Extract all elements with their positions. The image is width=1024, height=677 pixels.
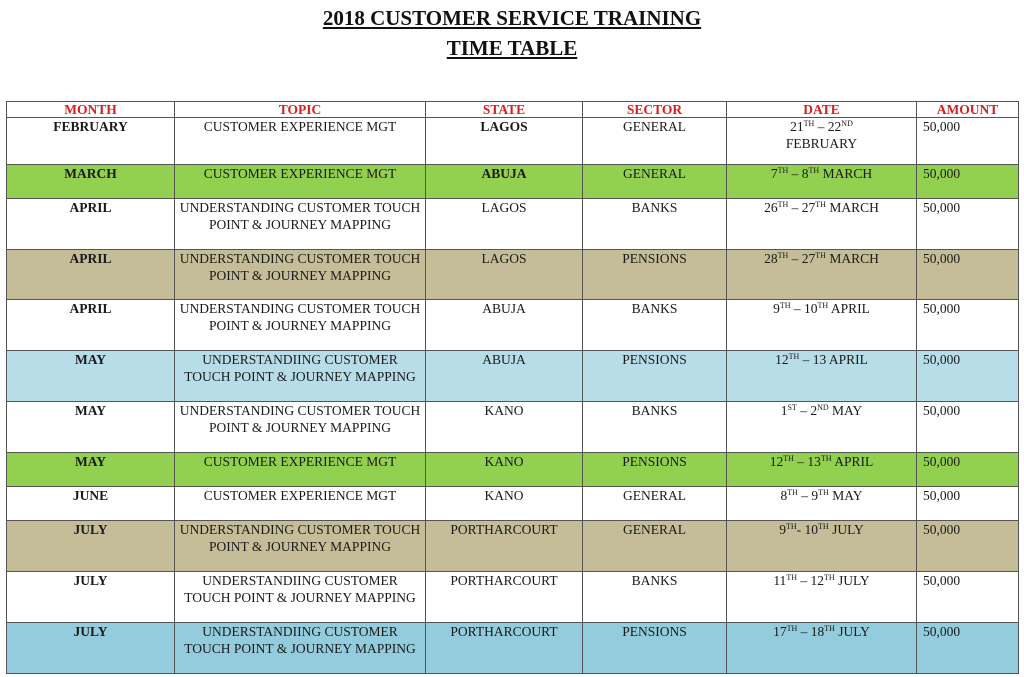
timetable [6, 101, 1019, 674]
date-suffix: TH [808, 166, 820, 175]
cell-amount: 50,000 [917, 300, 1019, 351]
cell-month: FEBRUARY [7, 118, 175, 165]
cell-month: MAY [7, 453, 175, 487]
cell-date [727, 402, 917, 453]
date-suffix: TH [817, 301, 829, 310]
date-text: – 13 [793, 454, 821, 469]
date-text: – 8 [788, 166, 809, 181]
table-header-row [7, 102, 1019, 118]
date-text: MARCH [825, 200, 879, 215]
table-row [7, 250, 1019, 300]
date-suffix: TH [783, 454, 794, 463]
date-text: – 27 [788, 251, 816, 266]
cell-topic: CUSTOMER EXPERIENCE MGT [175, 118, 426, 165]
cell-topic: UNDERSTANDIING CUSTOMER TOUCH POINT & JOURNEY MAPPING [175, 572, 426, 623]
cell-topic: UNDERSTANDING CUSTOMER TOUCH POINT & JOURNEY MAPPING [175, 199, 426, 250]
cell-month: APRIL [7, 300, 175, 351]
date-suffix: TH [786, 522, 797, 531]
cell-date [727, 351, 917, 402]
header-sector: SECTOR [583, 102, 727, 118]
date-suffix: TH [787, 488, 798, 497]
date-text: 9 [773, 301, 780, 316]
cell-date [727, 250, 917, 300]
date-text: MARCH [819, 166, 873, 181]
header-month: MONTH [7, 102, 175, 118]
cell-sector: PENSIONS [583, 250, 727, 300]
cell-amount: 50,000 [917, 118, 1019, 165]
date-suffix: ND [817, 403, 829, 412]
header-topic: TOPIC [175, 102, 426, 118]
cell-state: LAGOS [426, 199, 583, 250]
table-row [7, 118, 1019, 165]
date-text: 12 [775, 352, 789, 367]
cell-state: ABUJA [426, 351, 583, 402]
date-suffix: TH [823, 573, 835, 582]
date-suffix: TH [779, 301, 791, 310]
table-body [7, 118, 1019, 674]
cell-sector: BANKS [583, 572, 727, 623]
date-text: – 10 [790, 301, 818, 316]
date-text: 9 [779, 522, 786, 537]
header-date: DATE [727, 102, 917, 118]
date-suffix: TH [818, 522, 829, 531]
cell-date [727, 165, 917, 199]
date-suffix: TH [786, 573, 797, 582]
date-suffix: TH [777, 251, 789, 260]
date-suffix: TH [803, 119, 815, 128]
cell-date [727, 623, 917, 674]
cell-state: KANO [426, 487, 583, 521]
date-text: 11 [773, 573, 787, 588]
date-text: – 22 [814, 119, 842, 134]
cell-topic: UNDERSTANDIING CUSTOMER TOUCH POINT & JOURNEY MAPPING [175, 623, 426, 674]
date-suffix: TH [777, 200, 789, 209]
date-text: APRIL [831, 454, 874, 469]
cell-topic: UNDERSTANDING CUSTOMER TOUCH POINT & JOURNEY MAPPING [175, 521, 426, 572]
cell-date [727, 300, 917, 351]
cell-amount: 50,000 [917, 521, 1019, 572]
table-row [7, 521, 1019, 572]
cell-amount: 50,000 [917, 165, 1019, 199]
date-text: 28 [764, 251, 778, 266]
table-row [7, 572, 1019, 623]
cell-amount: 50,000 [917, 402, 1019, 453]
date-text: 17 [773, 624, 787, 639]
date-suffix: TH [815, 251, 826, 260]
date-text: – 18 [797, 624, 825, 639]
cell-state: ABUJA [426, 300, 583, 351]
date-text: JULY [834, 624, 870, 639]
cell-month: APRIL [7, 250, 175, 300]
date-text: MAY [828, 403, 863, 418]
cell-sector: BANKS [583, 199, 727, 250]
date-text: MAY [828, 488, 863, 503]
date-suffix: TH [786, 624, 798, 633]
cell-month: JULY [7, 623, 175, 674]
table-row [7, 623, 1019, 674]
table-row [7, 199, 1019, 250]
date-text: – 2 [796, 403, 818, 418]
date-suffix: TH [818, 488, 829, 497]
table-row [7, 165, 1019, 199]
cell-topic: UNDERSTANDING CUSTOMER TOUCH POINT & JOURNEY MAPPING [175, 402, 426, 453]
date-text: – 9 [797, 488, 819, 503]
cell-date [727, 521, 917, 572]
table-row [7, 300, 1019, 351]
cell-amount: 50,000 [917, 623, 1019, 674]
header-amount: AMOUNT [917, 102, 1019, 118]
cell-sector: PENSIONS [583, 453, 727, 487]
cell-state: LAGOS [426, 250, 583, 300]
cell-topic: UNDERSTANDIING CUSTOMER TOUCH POINT & JOURNEY MAPPING [175, 351, 426, 402]
cell-month: JULY [7, 572, 175, 623]
cell-state: LAGOS [426, 118, 583, 165]
date-text: 21 [790, 119, 804, 134]
date-text: 1 [780, 403, 788, 418]
cell-month: MAY [7, 351, 175, 402]
cell-month: MARCH [7, 165, 175, 199]
date-text: JULY [834, 573, 870, 588]
table-row [7, 487, 1019, 521]
cell-state: KANO [426, 402, 583, 453]
cell-topic: CUSTOMER EXPERIENCE MGT [175, 453, 426, 487]
cell-month: JULY [7, 521, 175, 572]
cell-date [727, 199, 917, 250]
cell-topic: UNDERSTANDING CUSTOMER TOUCH POINT & JOURNEY MAPPING [175, 250, 426, 300]
cell-sector: GENERAL [583, 487, 727, 521]
table-row [7, 351, 1019, 402]
date-suffix: TH [788, 352, 800, 361]
cell-month: MAY [7, 402, 175, 453]
page-title: 2018 CUSTOMER SERVICE TRAINING [322, 6, 702, 30]
cell-amount: 50,000 [917, 199, 1019, 250]
date-text: - 10 [796, 522, 819, 537]
date-text: – 13 APRIL [799, 352, 868, 367]
cell-sector: PENSIONS [583, 623, 727, 674]
date-text: JULY [828, 522, 864, 537]
cell-sector: GENERAL [583, 521, 727, 572]
table-row [7, 453, 1019, 487]
date-text: FEBRUARY [785, 135, 858, 151]
cell-amount: 50,000 [917, 453, 1019, 487]
cell-sector: GENERAL [583, 165, 727, 199]
cell-amount: 50,000 [917, 572, 1019, 623]
date-text: – 12 [796, 573, 824, 588]
cell-state: PORTHARCOURT [426, 623, 583, 674]
cell-sector: PENSIONS [583, 351, 727, 402]
cell-topic: CUSTOMER EXPERIENCE MGT [175, 165, 426, 199]
cell-state: PORTHARCOURT [426, 572, 583, 623]
cell-state: KANO [426, 453, 583, 487]
table-row [7, 402, 1019, 453]
cell-date [727, 453, 917, 487]
header-state: STATE [426, 102, 583, 118]
cell-sector: GENERAL [583, 118, 727, 165]
date-text: 12 [769, 454, 784, 469]
date-suffix: ND [841, 119, 853, 128]
date-text: 8 [780, 488, 788, 503]
cell-state: ABUJA [426, 165, 583, 199]
cell-sector: BANKS [583, 300, 727, 351]
cell-date [727, 118, 917, 165]
cell-date [727, 487, 917, 521]
date-text: MARCH [825, 251, 879, 266]
date-text: – 27 [788, 200, 816, 215]
cell-month: JUNE [7, 487, 175, 521]
cell-topic: CUSTOMER EXPERIENCE MGT [175, 487, 426, 521]
cell-sector: BANKS [583, 402, 727, 453]
date-text: 7 [770, 166, 778, 181]
date-suffix: TH [820, 454, 832, 463]
date-text: APRIL [828, 301, 870, 316]
date-suffix: TH [815, 200, 826, 209]
cell-amount: 50,000 [917, 351, 1019, 402]
date-suffix: TH [777, 166, 789, 175]
cell-month: APRIL [7, 199, 175, 250]
cell-date [727, 572, 917, 623]
cell-topic: UNDERSTANDING CUSTOMER TOUCH POINT & JOURNEY MAPPING [175, 300, 426, 351]
date-text: 26 [764, 200, 778, 215]
cell-amount: 50,000 [917, 487, 1019, 521]
cell-amount: 50,000 [917, 250, 1019, 300]
date-suffix: ST [787, 403, 797, 412]
page-subtitle: TIME TABLE [446, 36, 578, 60]
cell-state: PORTHARCOURT [426, 521, 583, 572]
date-suffix: TH [824, 624, 835, 633]
